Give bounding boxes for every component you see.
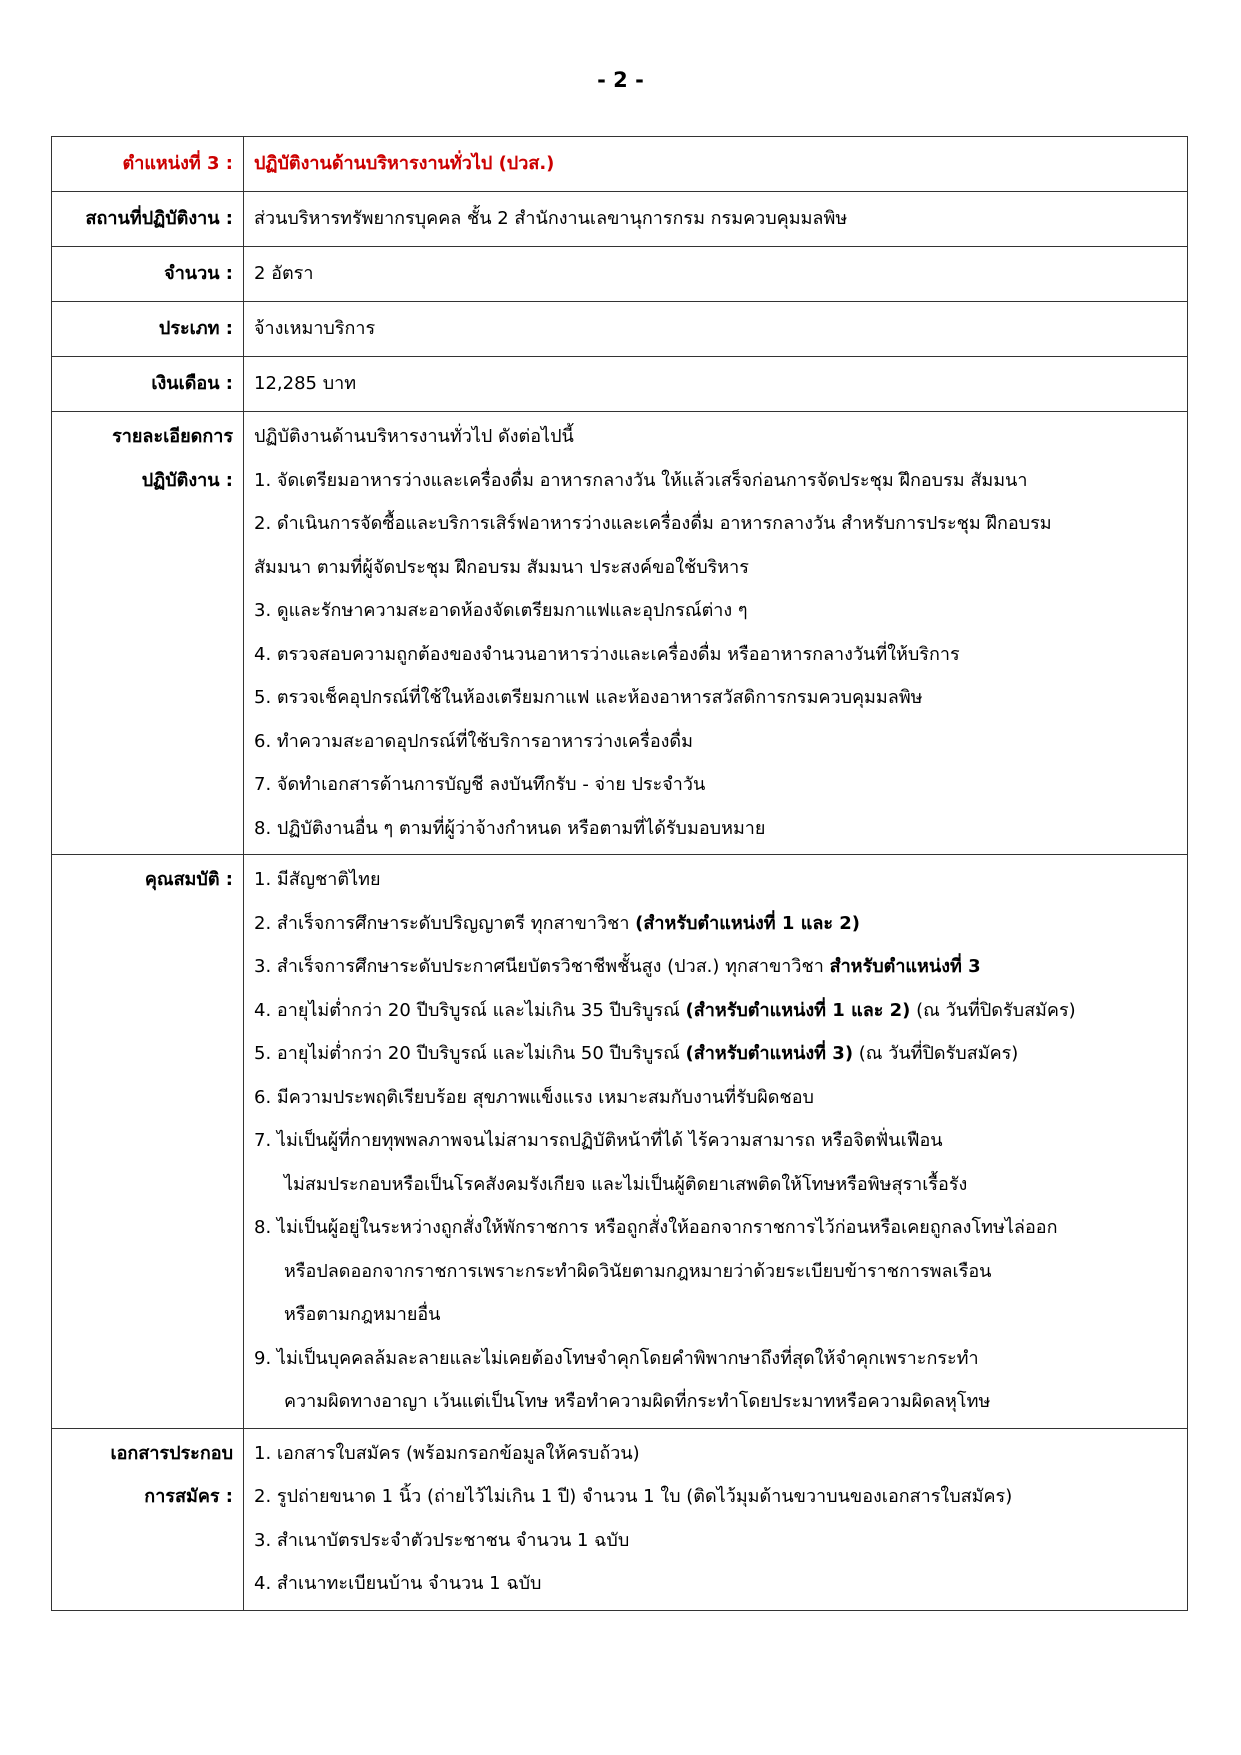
salary-row — [52, 357, 1188, 412]
qualification-item-continuation: หรือตามกฎหมายอื่น — [284, 1304, 441, 1325]
qualification-item: 8. ไม่เป็นผู้อยู่ในระหว่างถูกสั่งให้พักราชการ หรือถูกสั่งให้ออกจากราชการไว้ก่อนหรือเคยถูกลงโทษไล่ออก — [254, 1217, 1058, 1238]
duties-intro: ปฏิบัติงานด้านบริหารงานทั่วไป ดังต่อไปนี้ — [254, 426, 574, 447]
duties-row — [52, 412, 1188, 855]
qualification-item-continuation: ไม่สมประกอบหรือเป็นโรคสังคมรังเกียจ และไม่เป็นผู้ติดยาเสพติดให้โทษหรือพิษสุราเรื้อรัง — [284, 1173, 968, 1195]
count-value: 2 อัตรา — [254, 263, 314, 284]
qualification-item: 9. ไม่เป็นบุคคลล้มละลายและไม่เคยต้องโทษจำคุกโดยคำพิพากษาถึงที่สุดให้จำคุกเพราะกระทำ — [254, 1347, 979, 1369]
qualification-item-continuation: ความผิดทางอาญา เว้นแต่เป็นโทษ หรือทำความผิดที่กระทำโดยประมาทหรือความผิดลหุโทษ — [284, 1391, 991, 1412]
documents-label-line2: การสมัคร : — [144, 1486, 233, 1507]
count-label: จำนวน : — [164, 263, 233, 284]
document-item: 3. สำเนาบัตรประจำตัวประชาชน จำนวน 1 ฉบับ — [254, 1529, 630, 1551]
duty-item: 3. ดูและรักษาความสะอาดห้องจัดเตรียมกาแฟและอุปกรณ์ต่าง ๆ — [254, 600, 748, 621]
duty-item: 5. ตรวจเช็คอุปกรณ์ที่ใช้ในห้องเตรียมกาแฟ และห้องอาหารสวัสดิการกรมควบคุมมลพิษ — [254, 687, 923, 708]
page-number: - 2 - — [597, 68, 644, 92]
position-row — [52, 137, 1188, 192]
type-row — [52, 302, 1188, 357]
qualification-item: 4. อายุไม่ต่ำกว่า 20 ปีบริบูรณ์ และไม่เกิน 35 ปีบริบูรณ์ (สำหรับตำแหน่งที่ 1 และ 2) (ณ วันที่ปิดรับสมัคร) — [254, 999, 1076, 1021]
duties-label-line2: ปฏิบัติงาน : — [141, 469, 233, 491]
document-item: 4. สำเนาทะเบียนบ้าน จำนวน 1 ฉบับ — [254, 1573, 542, 1594]
documents-row — [52, 1428, 1188, 1610]
qualification-item: 6. มีความประพฤติเรียบร้อย สุขภาพแข็งแรง เหมาะสมกับงานที่รับผิดชอบ — [254, 1086, 814, 1108]
count-row — [52, 247, 1188, 302]
documents-label-line1: เอกสารประกอบ — [110, 1442, 233, 1464]
qualification-item: 5. อายุไม่ต่ำกว่า 20 ปีบริบูรณ์ และไม่เกิน 50 ปีบริบูรณ์ (สำหรับตำแหน่งที่ 3) (ณ วันที่ปิดรับสมัคร) — [254, 1043, 1019, 1064]
documents-list — [254, 1429, 1179, 1610]
duty-item: 8. ปฏิบัติงานอื่น ๆ ตามที่ผู้ว่าจ้างกำหนด หรือตามที่ได้รับมอบหมาย — [254, 817, 766, 839]
duties-list — [254, 412, 1179, 854]
type-label: ประเภท : — [158, 318, 233, 339]
qualification-item-continuation: หรือปลดออกจากราชการเพราะกระทำผิดวินัยตามกฎหมายว่าด้วยระเบียบข้าราชการพลเรือน — [284, 1260, 992, 1282]
duties-label-line1: รายละเอียดการ — [112, 426, 233, 447]
type-value: จ้างเหมาบริการ — [254, 318, 376, 339]
document-item: 2. รูปถ่ายขนาด 1 นิ้ว (ถ่ายไว้ไม่เกิน 1 ปี) จำนวน 1 ใบ (ติดไว้มุมด้านขวาบนของเอกสารใบสมัคร) — [254, 1486, 1013, 1507]
document-item: 1. เอกสารใบสมัคร (พร้อมกรอกข้อมูลให้ครบถ้วน) — [254, 1442, 640, 1464]
workplace-value: ส่วนบริหารทรัพยากรบุคคล ชั้น 2 สำนักงานเลขานุการกรม กรมควบคุมมลพิษ — [254, 208, 848, 229]
qualifications-label: คุณสมบัติ : — [144, 869, 233, 890]
position-value: ปฏิบัติงานด้านบริหารงานทั่วไป (ปวส.) — [254, 153, 555, 174]
salary-label: เงินเดือน : — [151, 373, 233, 394]
workplace-row — [52, 192, 1188, 247]
duty-item: 2. ดำเนินการจัดซื้อและบริการเสิร์ฟอาหารว่างและเครื่องดื่ม อาหารกลางวัน สำหรับการประชุม ฝึกอบรม — [254, 513, 1052, 534]
qualifications-list — [254, 855, 1179, 1428]
qualification-item: 1. มีสัญชาติไทย — [254, 869, 381, 890]
qualification-item: 3. สำเร็จการศึกษาระดับประกาศนียบัตรวิชาชีพชั้นสูง (ปวส.) ทุกสาขาวิชา สำหรับตำแหน่งที่ 3 — [254, 956, 981, 977]
workplace-label: สถานที่ปฏิบัติงาน : — [85, 208, 233, 229]
duty-item: 4. ตรวจสอบความถูกต้องของจำนวนอาหารว่างและเครื่องดื่ม หรืออาหารกลางวันที่ให้บริการ — [254, 643, 960, 665]
duty-item-continuation: สัมมนา ตามที่ผู้จัดประชุม ฝึกอบรม สัมมนา ประสงค์ขอใช้บริหาร — [254, 556, 749, 578]
position-label: ตำแหน่งที่ 3 : — [122, 153, 233, 174]
duty-item: 1. จัดเตรียมอาหารว่างและเครื่องดื่ม อาหารกลางวัน ให้แล้วเสร็จก่อนการจัดประชุม ฝึกอบรม สัมมนา — [254, 469, 1028, 491]
duty-item: 6. ทำความสะอาดอุปกรณ์ที่ใช้บริการอาหารว่างเครื่องดื่ม — [254, 730, 693, 752]
job-spec-table — [51, 136, 1188, 1611]
qualification-item: 7. ไม่เป็นผู้ที่กายทุพพลภาพจนไม่สามารถปฏิบัติหน้าที่ได้ ไร้ความสามารถ หรือจิตฟั่นเฟือน — [254, 1130, 943, 1151]
salary-value: 12,285 บาท — [254, 373, 357, 394]
duty-item: 7. จัดทำเอกสารด้านการบัญชี ลงบันทึกรับ - จ่าย ประจำวัน — [254, 774, 706, 795]
qualification-item: 2. สำเร็จการศึกษาระดับปริญญาตรี ทุกสาขาวิชา (สำหรับตำแหน่งที่ 1 และ 2) — [254, 912, 861, 934]
qualifications-row — [52, 855, 1188, 1429]
